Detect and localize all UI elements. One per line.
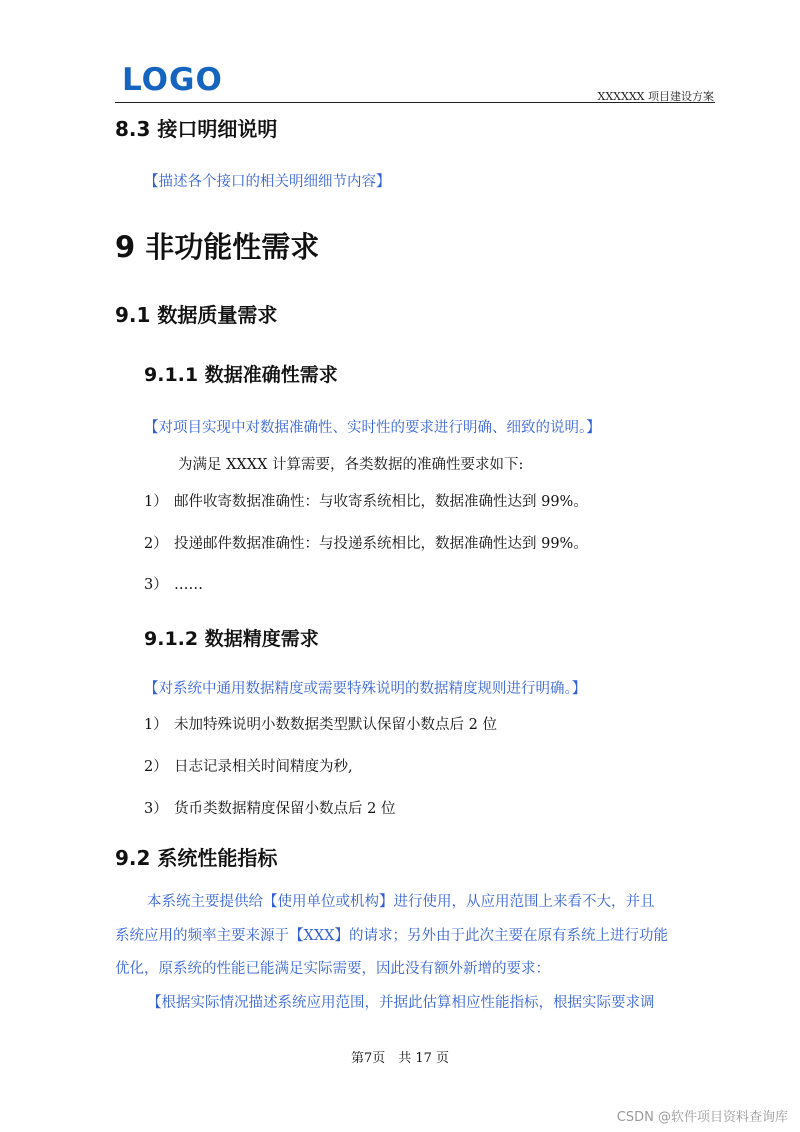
list-item-text: 邮件收寄数据准确性：与收寄系统相比，数据准确性达到 99%。 — [174, 494, 588, 510]
paragraph-9-2-note: 【根据实际情况描述系统应用范围，并据此估算相应性能指标，根据实际要求调 — [147, 995, 655, 1011]
note-9-1-1: 【对项目实现中对数据准确性、实时性的要求进行明确、细致的说明。】 — [144, 420, 601, 436]
list-item — [144, 532, 588, 553]
list-item-number: 1） — [144, 717, 168, 733]
list-item-text: …… — [174, 577, 203, 593]
document-title: XXXXXX 项目建设方案 — [597, 90, 714, 103]
heading-9-2: 9.2 系统性能指标 — [115, 846, 278, 870]
paragraph-9-2-line-3: 优化，原系统的性能已能满足实际需要，因此没有额外新增的要求： — [115, 961, 550, 977]
heading-9: 9 非功能性需求 — [115, 230, 320, 264]
list-item-number: 2） — [144, 536, 168, 552]
heading-9-1-2: 9.1.2 数据精度需求 — [144, 628, 319, 650]
list-item-text: 货币类数据精度保留小数点后 2 位 — [174, 801, 396, 817]
paragraph-9-2-line-1: 本系统主要提供给【使用单位或机构】进行使用，从应用范围上来看不大，并且 — [147, 894, 655, 910]
note-9-1-2: 【对系统中通用数据精度或需要特殊说明的数据精度规则进行明确。】 — [144, 681, 587, 697]
heading-9-1-1: 9.1.1 数据准确性需求 — [144, 364, 338, 386]
header-divider — [115, 102, 715, 103]
list-item — [144, 573, 203, 594]
list-item — [144, 713, 497, 734]
list-item-text: 未加特殊说明小数数据类型默认保留小数点后 2 位 — [174, 717, 497, 733]
list-item-number: 1） — [144, 494, 168, 510]
logo: LOGO — [122, 62, 223, 98]
list-item-number: 3） — [144, 577, 168, 593]
list-item-text: 日志记录相关时间精度为秒, — [174, 759, 353, 775]
note-8-3: 【描述各个接口的相关明细细节内容】 — [144, 174, 391, 190]
list-item — [144, 490, 588, 511]
list-item-number: 3） — [144, 801, 168, 817]
watermark: CSDN @软件项目资料查询库 — [616, 1110, 788, 1125]
list-item — [144, 755, 353, 776]
list-item-text: 投递邮件数据准确性：与投递系统相比，数据准确性达到 99%。 — [174, 536, 588, 552]
heading-8-3: 8.3 接口明细说明 — [115, 117, 278, 141]
list-item — [144, 797, 395, 818]
list-item-number: 2） — [144, 759, 168, 775]
intro-9-1-1: 为满足 XXXX 计算需要，各类数据的准确性要求如下: — [178, 457, 524, 473]
paragraph-9-2-line-2: 系统应用的频率主要来源于【XXX】的请求；另外由于此次主要在原有系统上进行功能 — [115, 928, 668, 944]
page-number: 第7页 共 17 页 — [350, 1051, 450, 1066]
heading-9-1: 9.1 数据质量需求 — [115, 303, 278, 327]
